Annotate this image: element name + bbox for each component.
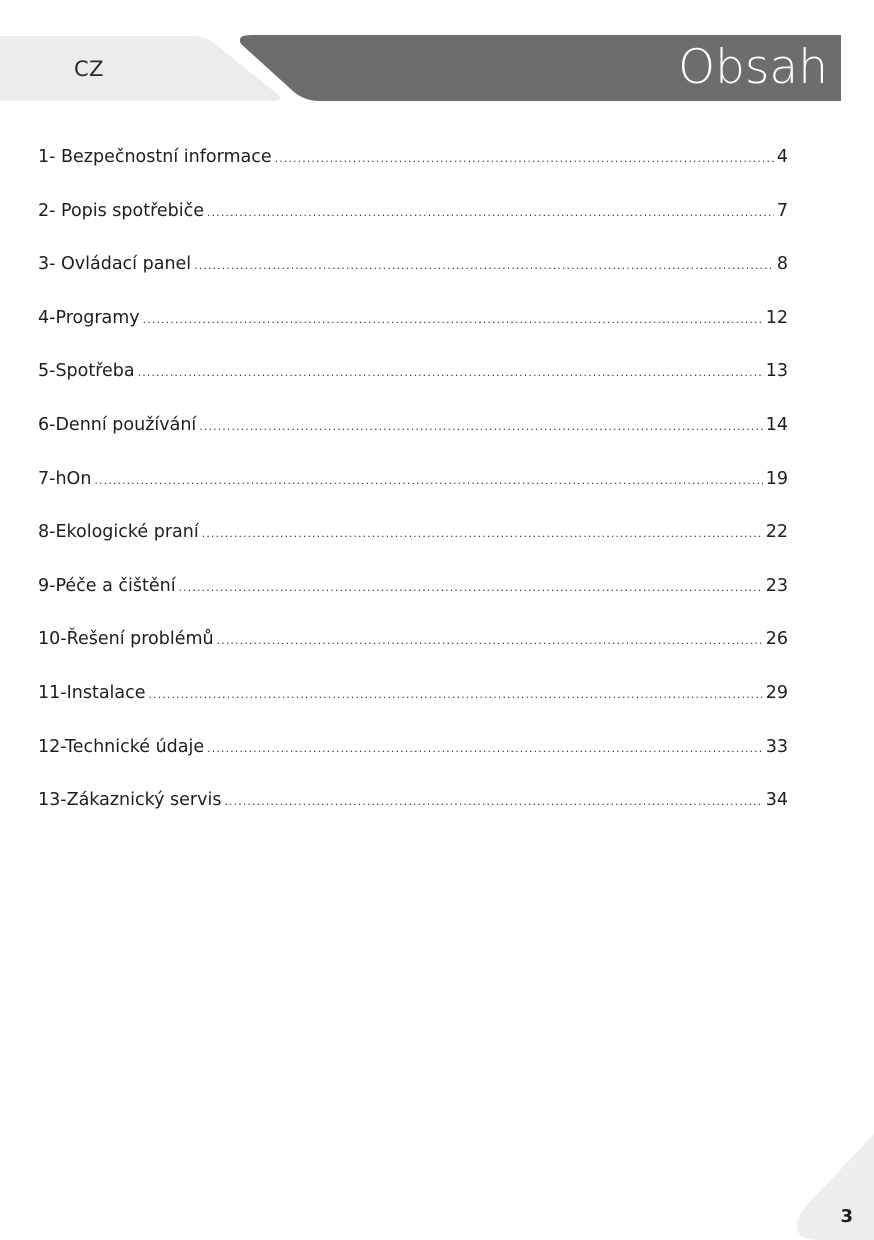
toc-dot-leader xyxy=(207,199,774,227)
toc-entry[interactable] xyxy=(38,572,788,626)
toc-dot-leader xyxy=(217,627,763,655)
toc-entry-page: 33 xyxy=(765,736,788,757)
language-tab-shape xyxy=(0,36,280,101)
toc-dot-leader xyxy=(207,735,763,763)
page-corner-shape xyxy=(794,1134,874,1240)
toc-dot-leader xyxy=(143,306,763,334)
toc-entry-title: 10-Řešení problémů xyxy=(38,629,214,650)
toc-entry-page: 19 xyxy=(765,468,788,489)
toc-entry-page: 34 xyxy=(765,790,788,811)
table-of-contents xyxy=(38,143,788,840)
toc-entry-title: 5-Spotřeba xyxy=(38,361,135,382)
toc-entry[interactable] xyxy=(38,143,788,197)
page-title: Obsah xyxy=(678,40,828,95)
toc-entry[interactable] xyxy=(38,357,788,411)
toc-entry-title: 6-Denní používání xyxy=(38,414,197,435)
toc-entry-title: 12-Technické údaje xyxy=(38,736,205,757)
toc-entry-title: 7-hOn xyxy=(38,468,92,489)
toc-entry-title: 11-Instalace xyxy=(38,682,146,703)
toc-entry[interactable] xyxy=(38,679,788,733)
toc-entry-page: 8 xyxy=(776,254,788,275)
toc-entry-page: 26 xyxy=(765,629,788,650)
toc-entry-title: 9-Péče a čištění xyxy=(38,575,176,596)
page-number: 3 xyxy=(840,1206,853,1227)
toc-entry-title: 13-Zákaznický servis xyxy=(38,790,222,811)
toc-dot-leader xyxy=(194,252,774,280)
toc-entry[interactable] xyxy=(38,304,788,358)
toc-entry-title: 3- Ovládací panel xyxy=(38,254,192,275)
toc-entry-page: 7 xyxy=(776,200,788,221)
toc-entry[interactable] xyxy=(38,197,788,251)
toc-entry-title: 2- Popis spotřebiče xyxy=(38,200,205,221)
toc-entry[interactable] xyxy=(38,465,788,519)
toc-entry-page: 23 xyxy=(765,575,788,596)
toc-dot-leader xyxy=(275,145,774,173)
toc-entry-title: 8-Ekologické praní xyxy=(38,522,199,543)
toc-dot-leader xyxy=(149,681,763,709)
toc-dot-leader xyxy=(199,413,762,441)
toc-dot-leader xyxy=(224,788,762,816)
toc-entry-page: 13 xyxy=(765,361,788,382)
toc-dot-leader xyxy=(202,520,763,548)
toc-dot-leader xyxy=(179,574,763,602)
toc-entry[interactable] xyxy=(38,733,788,787)
toc-entry-title: 1- Bezpečnostní informace xyxy=(38,147,272,167)
toc-entry[interactable] xyxy=(38,250,788,304)
toc-entry-page: 14 xyxy=(765,414,788,435)
toc-entry-page: 4 xyxy=(776,147,788,167)
toc-dot-leader xyxy=(94,467,762,495)
toc-entry[interactable] xyxy=(38,625,788,679)
toc-dot-leader xyxy=(138,359,763,387)
toc-entry-page: 12 xyxy=(765,307,788,328)
language-label: CZ xyxy=(74,57,105,81)
toc-entry-page: 22 xyxy=(765,522,788,543)
toc-entry[interactable] xyxy=(38,786,788,840)
toc-entry-title: 4-Programy xyxy=(38,307,140,328)
toc-entry[interactable] xyxy=(38,518,788,572)
toc-entry-page: 29 xyxy=(765,682,788,703)
toc-entry[interactable] xyxy=(38,411,788,465)
